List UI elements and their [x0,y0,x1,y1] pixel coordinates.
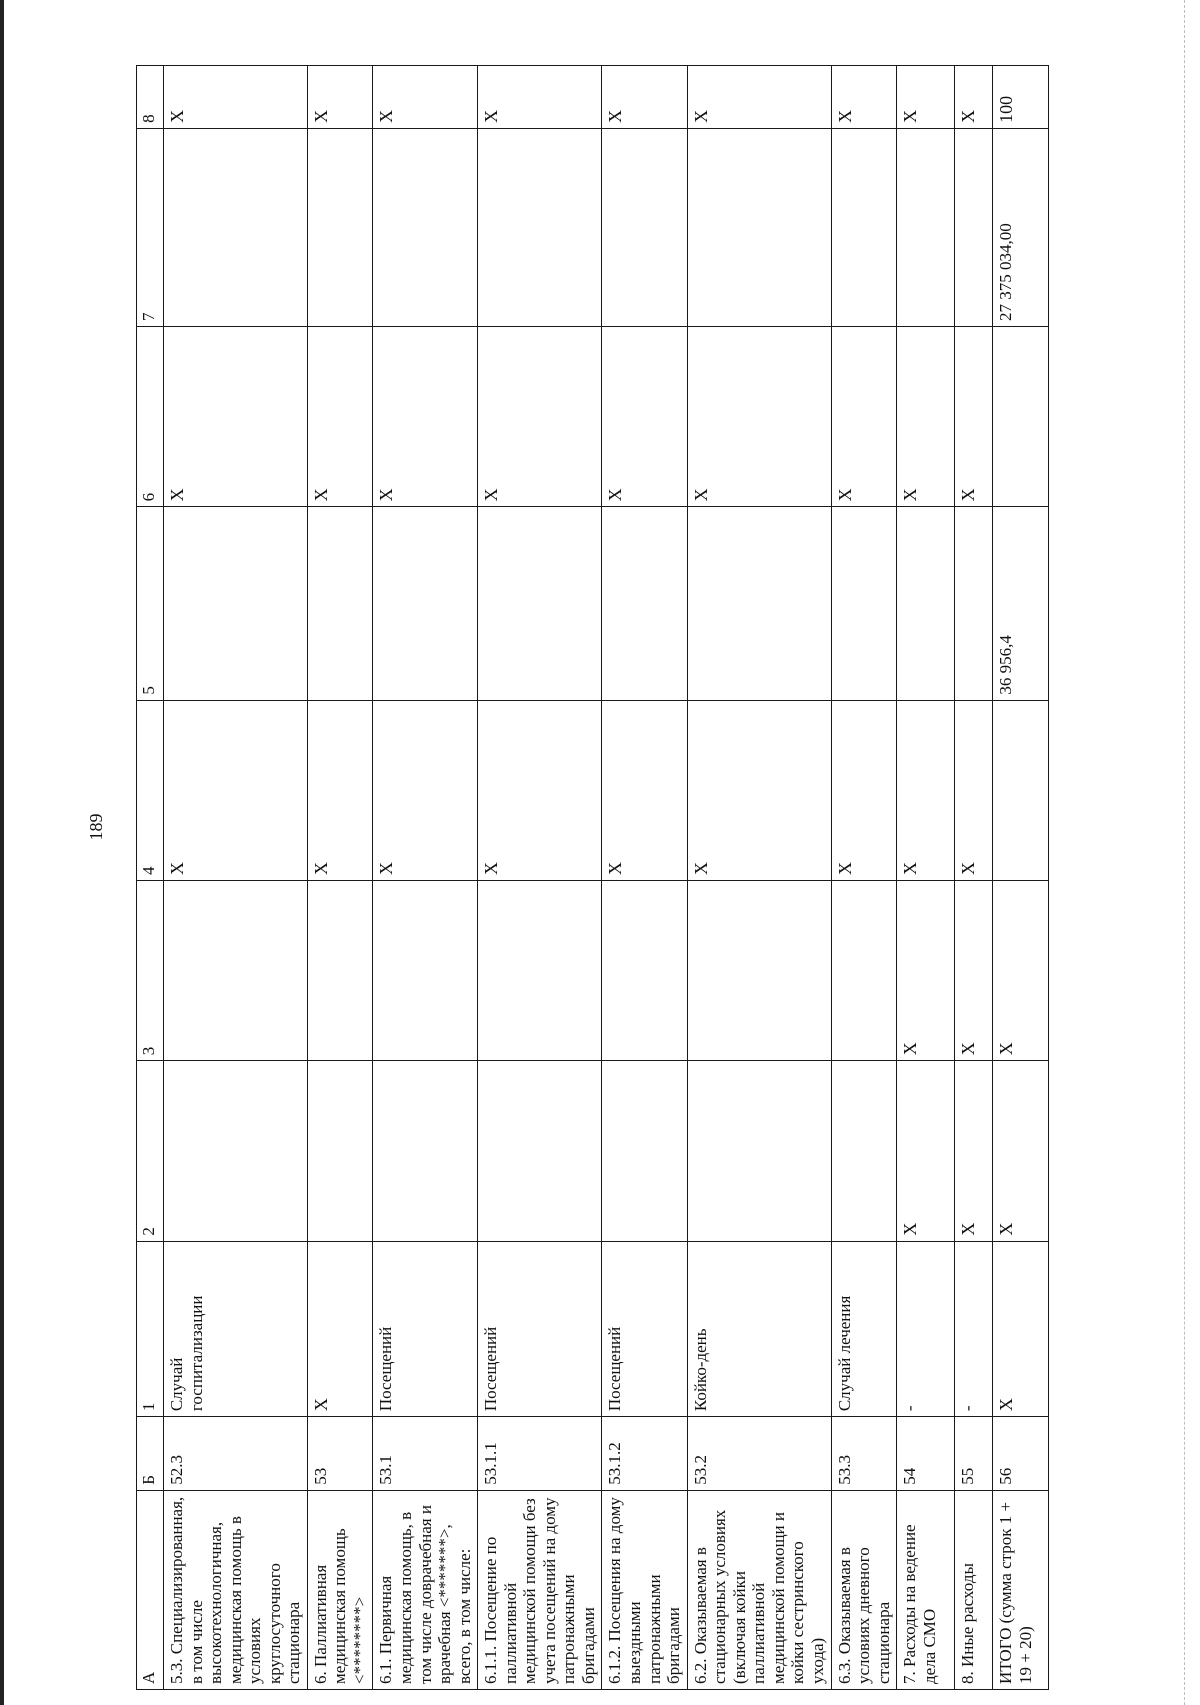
cell-col-8: X [478,66,602,129]
row-label: 6.1. Первичная медицинская помощь, в том числе доврачебная и врачебная <*******>, всего, в том числе: [373,1490,478,1689]
col-header-8: 8 [137,66,164,129]
row-label: 6.1.2. Посещения на дому выездными патронажными бригадами [602,1490,687,1689]
financial-table [136,65,1049,1690]
cell-col-4: X [164,700,308,880]
row-unit: Посещений [602,1241,687,1417]
table-row-total [993,66,1049,1690]
cell-col-2 [478,1061,602,1241]
col-header-5: 5 [137,507,164,700]
cell-col-7 [373,128,478,326]
table-row [831,66,897,1690]
col-header-a: А [137,1490,164,1689]
table-row [164,66,308,1690]
cell-col-6: X [897,327,955,507]
cell-col-3 [478,880,602,1060]
cell-col-4: X [831,700,897,880]
cell-col-5 [373,507,478,700]
cell-col-7 [955,128,993,326]
row-unit: Случай госпитализации [164,1241,308,1417]
cell-col-2: X [993,1061,1049,1241]
cell-col-2: X [955,1061,993,1241]
cell-col-6: X [164,327,308,507]
table-row [307,66,373,1690]
row-code: 52.3 [164,1417,308,1491]
row-label: 6.1.1. Посещение по паллиативной медицинской помощи без учета посещений на дому патронажными бригадами [478,1490,602,1689]
cell-col-3 [373,880,478,1060]
table-row [687,66,831,1690]
col-header-1: 1 [137,1241,164,1417]
table-header-row [137,66,164,1690]
cell-col-8: X [955,66,993,129]
cell-col-3: X [955,880,993,1060]
cell-col-3: X [993,880,1049,1060]
cell-col-8: X [831,66,897,129]
cell-col-3: X [897,880,955,1060]
cell-col-8: X [307,66,373,129]
col-header-2: 2 [137,1061,164,1241]
col-header-3: 3 [137,880,164,1060]
row-unit: Случай лечения [831,1241,897,1417]
col-header-6: 6 [137,327,164,507]
cell-col-6: X [831,327,897,507]
cell-col-2 [373,1061,478,1241]
cell-col-5: 36 956,4 [993,507,1049,700]
scan-right-edge [1184,0,1185,1705]
row-unit: X [993,1241,1049,1417]
cell-col-8: X [897,66,955,129]
scan-left-edge [0,0,4,1705]
cell-col-5 [955,507,993,700]
cell-col-6 [993,327,1049,507]
cell-col-4: X [307,700,373,880]
row-code: 53.3 [831,1417,897,1491]
cell-col-2: X [897,1061,955,1241]
cell-col-7 [831,128,897,326]
row-label: ИТОГО (сумма строк 1 + 19 + 20) [993,1490,1049,1689]
cell-col-2 [687,1061,831,1241]
cell-col-5 [897,507,955,700]
row-label: 8. Иные расходы [955,1490,993,1689]
cell-col-3 [831,880,897,1060]
cell-col-4: X [602,700,687,880]
row-code: 53 [307,1417,373,1491]
cell-col-8: X [164,66,308,129]
rotated-table-container [136,65,1035,1690]
cell-col-7 [307,128,373,326]
cell-col-5 [687,507,831,700]
cell-col-8: X [687,66,831,129]
row-code: 53.1.2 [602,1417,687,1491]
row-label: 6. Паллиативная медицинская помощь <********> [307,1490,373,1689]
cell-col-6: X [955,327,993,507]
cell-col-5 [307,507,373,700]
cell-col-4: X [478,700,602,880]
cell-col-3 [307,880,373,1060]
cell-col-5 [602,507,687,700]
cell-col-3 [164,880,308,1060]
table-row [602,66,687,1690]
cell-col-4: X [897,700,955,880]
cell-col-7 [897,128,955,326]
cell-col-3 [687,880,831,1060]
row-unit: Посещений [478,1241,602,1417]
cell-col-5 [164,507,308,700]
cell-col-2 [602,1061,687,1241]
row-code: 53.2 [687,1417,831,1491]
row-unit: Посещений [373,1241,478,1417]
table-row [897,66,955,1690]
row-code: 56 [993,1417,1049,1491]
cell-col-6: X [373,327,478,507]
table-row [478,66,602,1690]
row-code: 53.1 [373,1417,478,1491]
cell-col-2 [164,1061,308,1241]
cell-col-2 [307,1061,373,1241]
cell-col-8: X [602,66,687,129]
row-unit: Койко-день [687,1241,831,1417]
row-unit: - [897,1241,955,1417]
row-code: 53.1.1 [478,1417,602,1491]
table-row [955,66,993,1690]
cell-col-7: 27 375 034,00 [993,128,1049,326]
cell-col-7 [687,128,831,326]
cell-col-4: X [687,700,831,880]
cell-col-3 [602,880,687,1060]
cell-col-6: X [687,327,831,507]
table-row [373,66,478,1690]
row-label: 5.3. Специализированная, в том числе высокотехнологичная, медицинская помощь в условиях круглосуточного стационара [164,1490,308,1689]
cell-col-6: X [602,327,687,507]
cell-col-4: X [955,700,993,880]
cell-col-2 [831,1061,897,1241]
row-label: 6.2. Оказываемая в стационарных условиях (включая койки паллиативной медицинской помощи и койки сестринского ухода) [687,1490,831,1689]
cell-col-8: X [373,66,478,129]
cell-col-4 [993,700,1049,880]
row-label: 7. Расходы на ведение дела СМО [897,1490,955,1689]
cell-col-7 [602,128,687,326]
cell-col-6: X [478,327,602,507]
col-header-b: Б [137,1417,164,1491]
row-unit: - [955,1241,993,1417]
cell-col-4: X [373,700,478,880]
row-code: 55 [955,1417,993,1491]
col-header-7: 7 [137,128,164,326]
cell-col-5 [831,507,897,700]
row-label: 6.3. Оказываемая в условиях дневного стационара [831,1490,897,1689]
cell-col-8: 100 [993,66,1049,129]
cell-col-7 [478,128,602,326]
cell-col-7 [164,128,308,326]
cell-col-5 [478,507,602,700]
cell-col-6: X [307,327,373,507]
page-number: 189 [86,813,106,841]
row-unit: X [307,1241,373,1417]
row-code: 54 [897,1417,955,1491]
col-header-4: 4 [137,700,164,880]
